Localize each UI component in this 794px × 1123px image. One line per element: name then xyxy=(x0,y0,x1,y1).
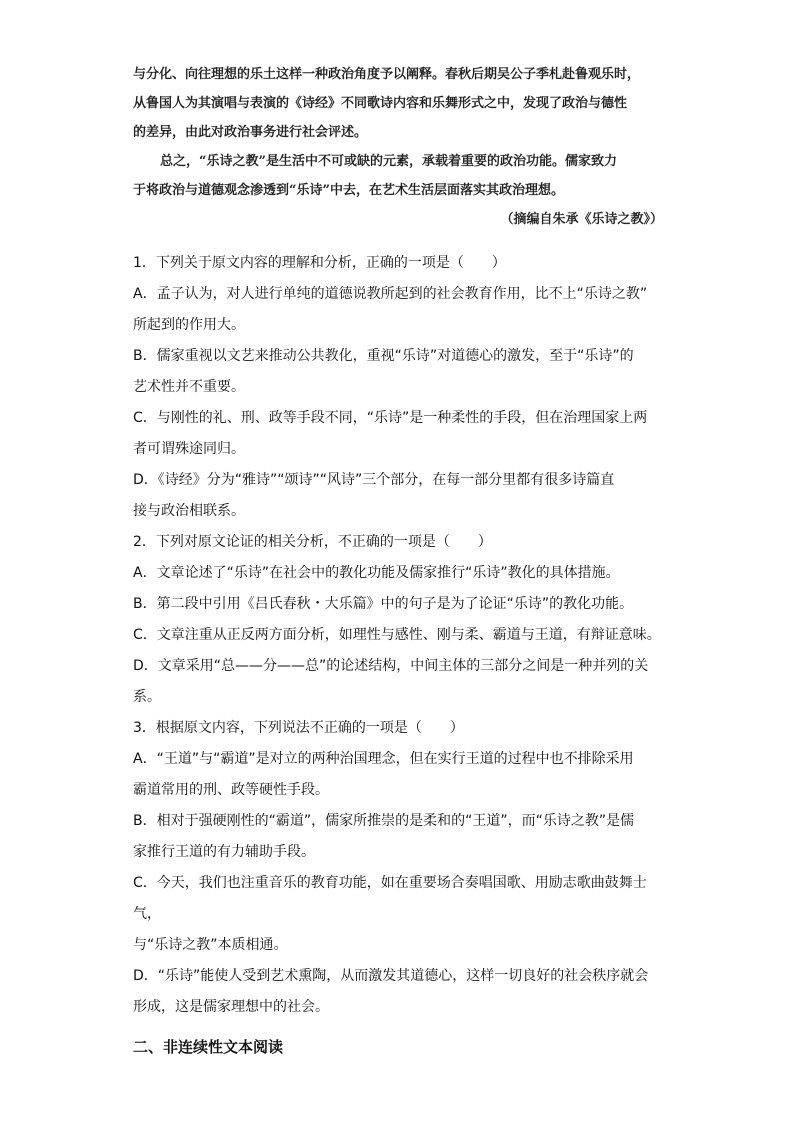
option-line: 接与政治相联系。 xyxy=(133,503,245,519)
question-stem: 3．根据原文内容，下列说法不正确的一项是（ ） xyxy=(133,720,464,736)
section-heading: 二、非连续性文本阅读 xyxy=(133,1038,284,1056)
question-1 xyxy=(133,248,665,527)
option-line: A．孟子认为，对人进行单纯的道德说教所起到的社会教育作用，比不上“乐诗之教” xyxy=(133,286,648,302)
option-line: 艺术性并不重要。 xyxy=(133,379,245,395)
option-line: A．“王道”与“霸道”是对立的两种治国理念，但在实行王道的过程中也不排除采用 xyxy=(133,751,634,767)
question-3 xyxy=(133,713,665,1023)
question-2 xyxy=(133,527,665,713)
passage-line: 从鲁国人为其演唱与表演的《诗经》不同歌诗内容和乐舞形式之中，发现了政治与德性 xyxy=(133,96,628,111)
option-line: 者可谓殊途同归。 xyxy=(133,441,245,457)
question-stem: 2．下列对原文论证的相关分析，不正确的一项是（ ） xyxy=(133,534,492,550)
option-line: 形成，这是儒家理想中的社会。 xyxy=(133,999,329,1015)
option-line: D．《诗经》分为“雅诗”“颂诗”“风诗”三个部分，在每一部分里都有很多诗篇直 xyxy=(133,472,615,488)
passage-excerpt xyxy=(133,60,663,234)
option-line: D．“乐诗”能使人受到艺术熏陶，从而激发其道德心，这样一切良好的社会秩序就会 xyxy=(133,968,649,984)
option-line: B．第二段中引用《吕氏春秋・大乐篇》中的句子是为了论证“乐诗”的教化功能。 xyxy=(133,596,634,612)
option-line: 家推行王道的有力辅助手段。 xyxy=(133,844,315,860)
option-line: 所起到的作用大。 xyxy=(133,317,245,333)
option-line: A．文章论述了“乐诗”在社会中的教化功能及儒家推行“乐诗”教化的具体措施。 xyxy=(133,565,620,581)
option-line: C．与刚性的礼、刑、政等手段不同，“乐诗”是一种柔性的手段，但在治理国家上两 xyxy=(133,410,648,426)
option-line: B．儒家重视以文艺来推动公共教化，重视“乐诗”对道德心的激发，至于“乐诗”的 xyxy=(133,348,634,364)
passage-line: 总之，“乐诗之教”是生活中不可或缺的元素，承载着重要的政治功能。儒家致力 xyxy=(160,154,617,169)
passage-line: 于将政治与道德观念渗透到“乐诗”中去，在艺术生活层面落实其政治理想。 xyxy=(133,183,564,198)
passage-line: 的差异，由此对政治事务进行社会评述。 xyxy=(133,125,368,140)
option-line: B．相对于强硬刚性的“霸道”，儒家所推崇的是柔和的“王道”，而“乐诗之教”是儒 xyxy=(133,813,635,829)
option-line: C．文章注重从正反两方面分析，如理性与感性、刚与柔、霸道与王道，有辩证意味。 xyxy=(133,627,661,643)
option-line: D．文章采用“总——分——总”的论述结构，中间主体的三部分之间是一种并列的关 xyxy=(133,658,649,674)
option-line: 与“乐诗之教”本质相通。 xyxy=(133,937,288,953)
passage-source: （摘编自朱承《乐诗之教》） xyxy=(500,212,663,227)
question-stem: 1．下列关于原文内容的理解和分析，正确的一项是（ ） xyxy=(133,255,506,271)
option-line: C．今天，我们也注重音乐的教育功能，如在重要场合奏唱国歌、用励志歌曲鼓舞士气， xyxy=(133,875,647,922)
option-line: 系。 xyxy=(133,689,161,705)
option-line: 霸道常用的刑、政等硬性手段。 xyxy=(133,782,329,798)
passage-line: 与分化、向往理想的乐土这样一种政治角度予以阐释。春秋后期吴公子季札赴鲁观乐时， xyxy=(133,67,641,82)
